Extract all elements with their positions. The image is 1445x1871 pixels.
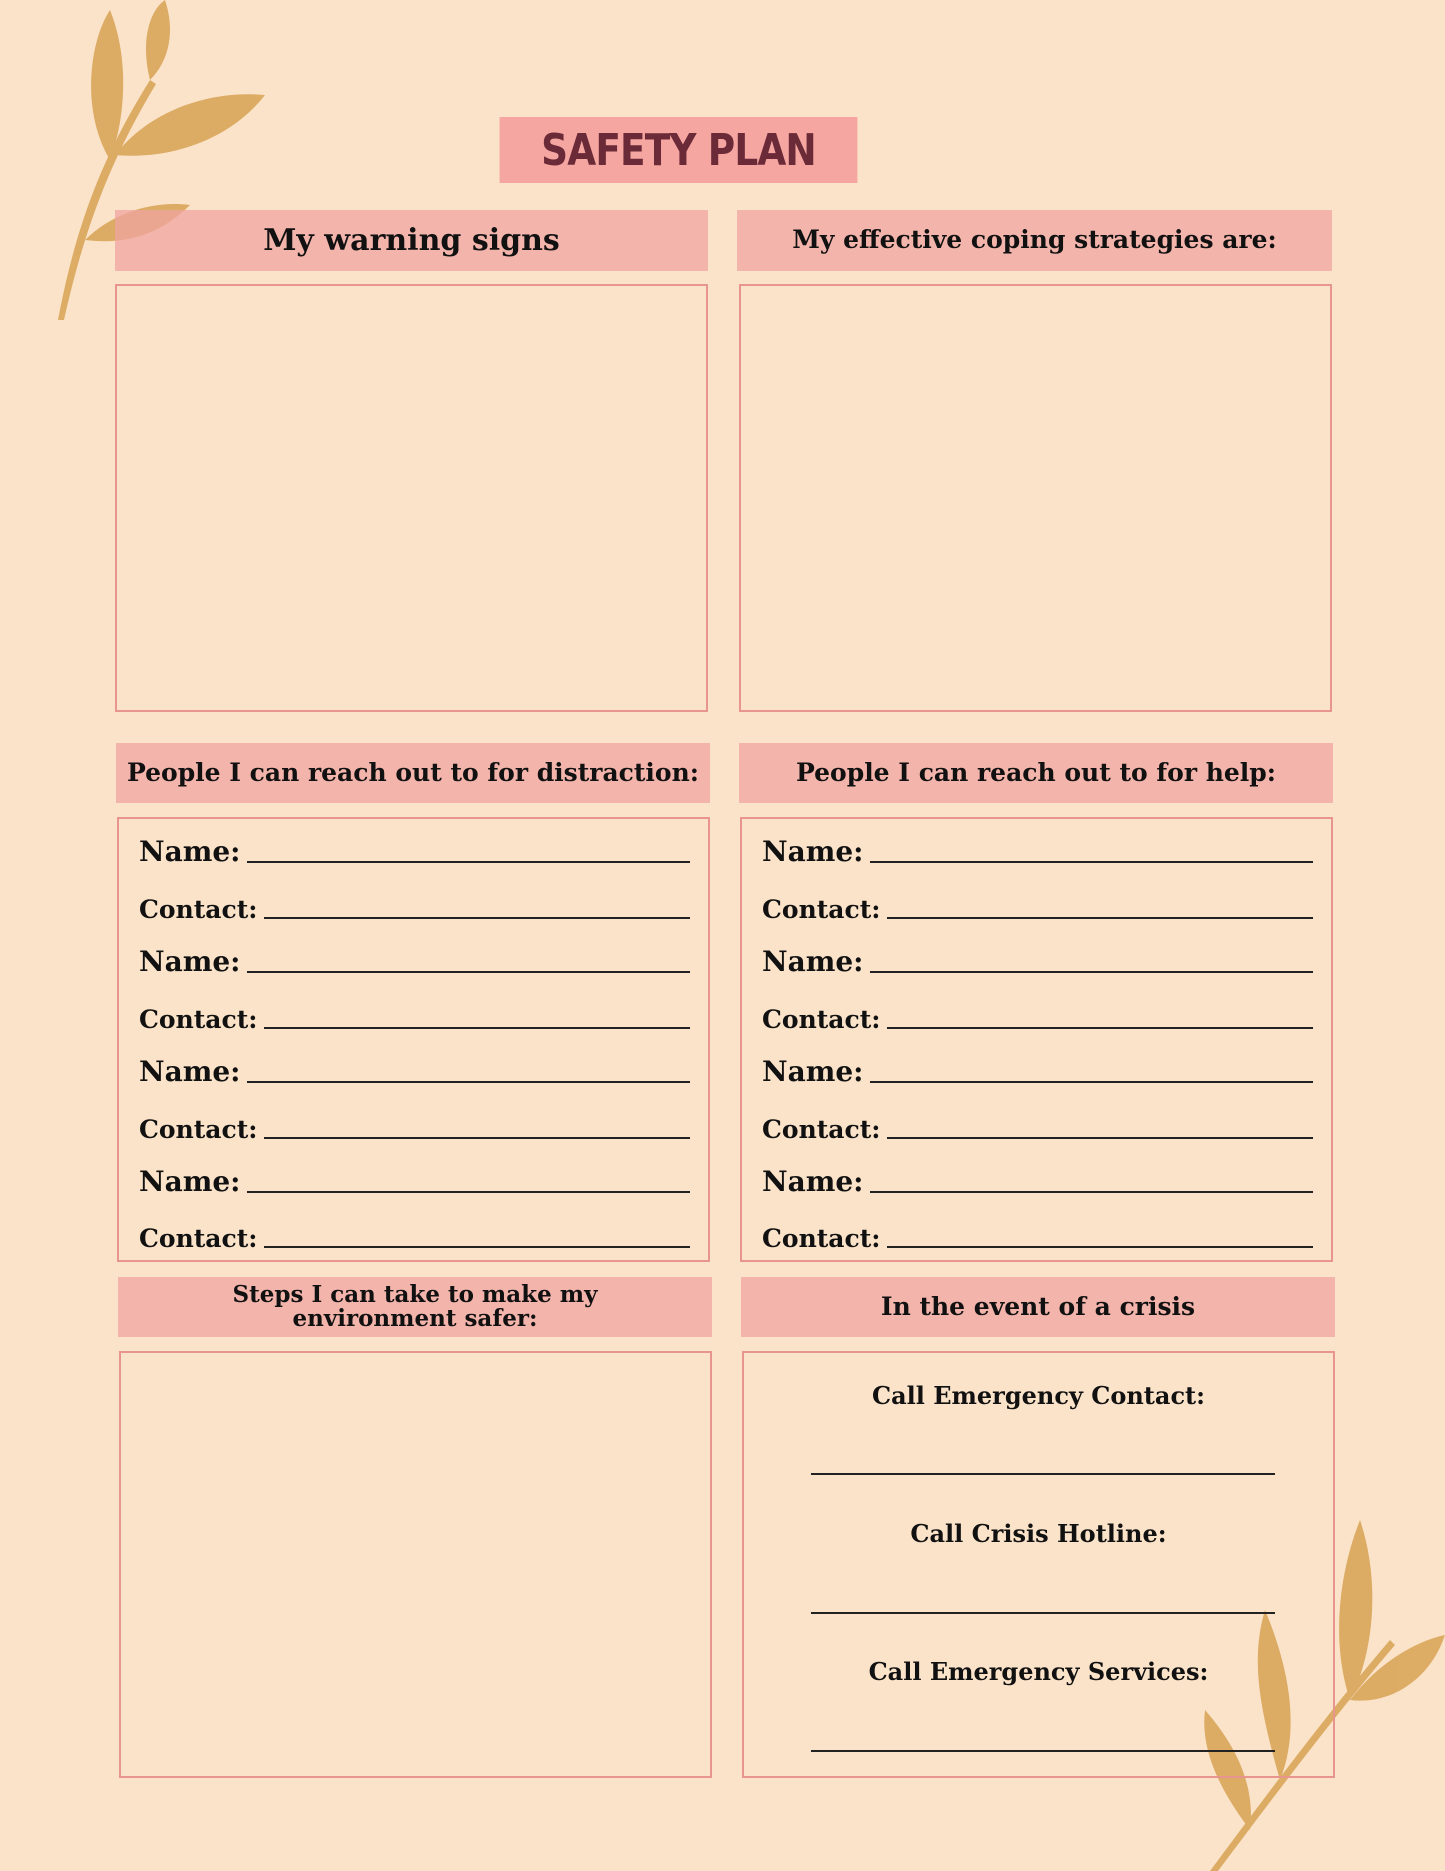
contact-row xyxy=(139,1115,690,1144)
coping-box[interactable] xyxy=(739,284,1332,712)
distraction-contacts-box xyxy=(117,817,710,1262)
contact-input-line[interactable] xyxy=(264,1246,691,1248)
contact-label: Contact: xyxy=(139,895,258,924)
emergency-services-label: Call Emergency Services: xyxy=(868,1657,1209,1686)
contact-input-line[interactable] xyxy=(887,1137,1314,1139)
name-input-line[interactable] xyxy=(870,971,1313,973)
leaf-branch-top-left-icon xyxy=(40,0,280,330)
name-row xyxy=(139,1165,690,1198)
name-input-line[interactable] xyxy=(247,861,690,863)
name-label: Name: xyxy=(139,1055,241,1088)
help-contacts-box xyxy=(740,817,1333,1262)
contact-input-line[interactable] xyxy=(887,917,1314,919)
name-input-line[interactable] xyxy=(247,1081,690,1083)
environment-header: Steps I can take to make my environment safer: xyxy=(118,1277,712,1337)
name-input-line[interactable] xyxy=(870,1191,1313,1193)
contact-label: Contact: xyxy=(139,1224,258,1253)
coping-header: My effective coping strategies are: xyxy=(737,210,1332,271)
contact-row xyxy=(762,1005,1313,1034)
contact-label: Contact: xyxy=(762,1115,881,1144)
crisis-header: In the event of a crisis xyxy=(741,1277,1335,1337)
name-row xyxy=(762,945,1313,978)
name-label: Name: xyxy=(762,1055,864,1088)
contact-row xyxy=(762,895,1313,924)
contact-row xyxy=(139,895,690,924)
contact-label: Contact: xyxy=(762,1005,881,1034)
help-header: People I can reach out to for help: xyxy=(739,743,1333,803)
name-label: Name: xyxy=(762,945,864,978)
contact-input-line[interactable] xyxy=(887,1246,1314,1248)
name-label: Name: xyxy=(139,945,241,978)
emergency-contact-label: Call Emergency Contact: xyxy=(871,1381,1205,1410)
contact-label: Contact: xyxy=(139,1005,258,1034)
crisis-hotline-label: Call Crisis Hotline: xyxy=(910,1519,1167,1548)
contact-input-line[interactable] xyxy=(264,1137,691,1139)
name-label: Name: xyxy=(762,1165,864,1198)
contact-label: Contact: xyxy=(762,1224,881,1253)
name-label: Name: xyxy=(139,835,241,868)
contact-row xyxy=(139,1005,690,1034)
contact-input-line[interactable] xyxy=(887,1027,1314,1029)
warning-signs-box[interactable] xyxy=(115,284,708,712)
contact-row xyxy=(762,1115,1313,1144)
name-row xyxy=(762,835,1313,868)
name-row xyxy=(139,1055,690,1088)
name-label: Name: xyxy=(139,1165,241,1198)
crisis-box xyxy=(742,1351,1335,1778)
warning-signs-header: My warning signs xyxy=(115,210,708,271)
name-label: Name: xyxy=(762,835,864,868)
page-title: SAFETY PLAN xyxy=(500,117,858,183)
environment-box[interactable] xyxy=(119,1351,712,1778)
name-row xyxy=(762,1055,1313,1088)
name-row xyxy=(762,1165,1313,1198)
name-row xyxy=(139,835,690,868)
name-row xyxy=(139,945,690,978)
contact-input-line[interactable] xyxy=(264,917,691,919)
contact-input-line[interactable] xyxy=(264,1027,691,1029)
emergency-contact-line[interactable] xyxy=(811,1473,1275,1475)
name-input-line[interactable] xyxy=(247,971,690,973)
name-input-line[interactable] xyxy=(870,1081,1313,1083)
contact-label: Contact: xyxy=(139,1115,258,1144)
contact-row xyxy=(139,1224,690,1253)
distraction-header: People I can reach out to for distraction: xyxy=(116,743,710,803)
name-input-line[interactable] xyxy=(870,861,1313,863)
crisis-hotline-line[interactable] xyxy=(811,1612,1275,1614)
name-input-line[interactable] xyxy=(247,1191,690,1193)
emergency-services-line[interactable] xyxy=(811,1750,1275,1752)
contact-label: Contact: xyxy=(762,895,881,924)
contact-row xyxy=(762,1224,1313,1253)
